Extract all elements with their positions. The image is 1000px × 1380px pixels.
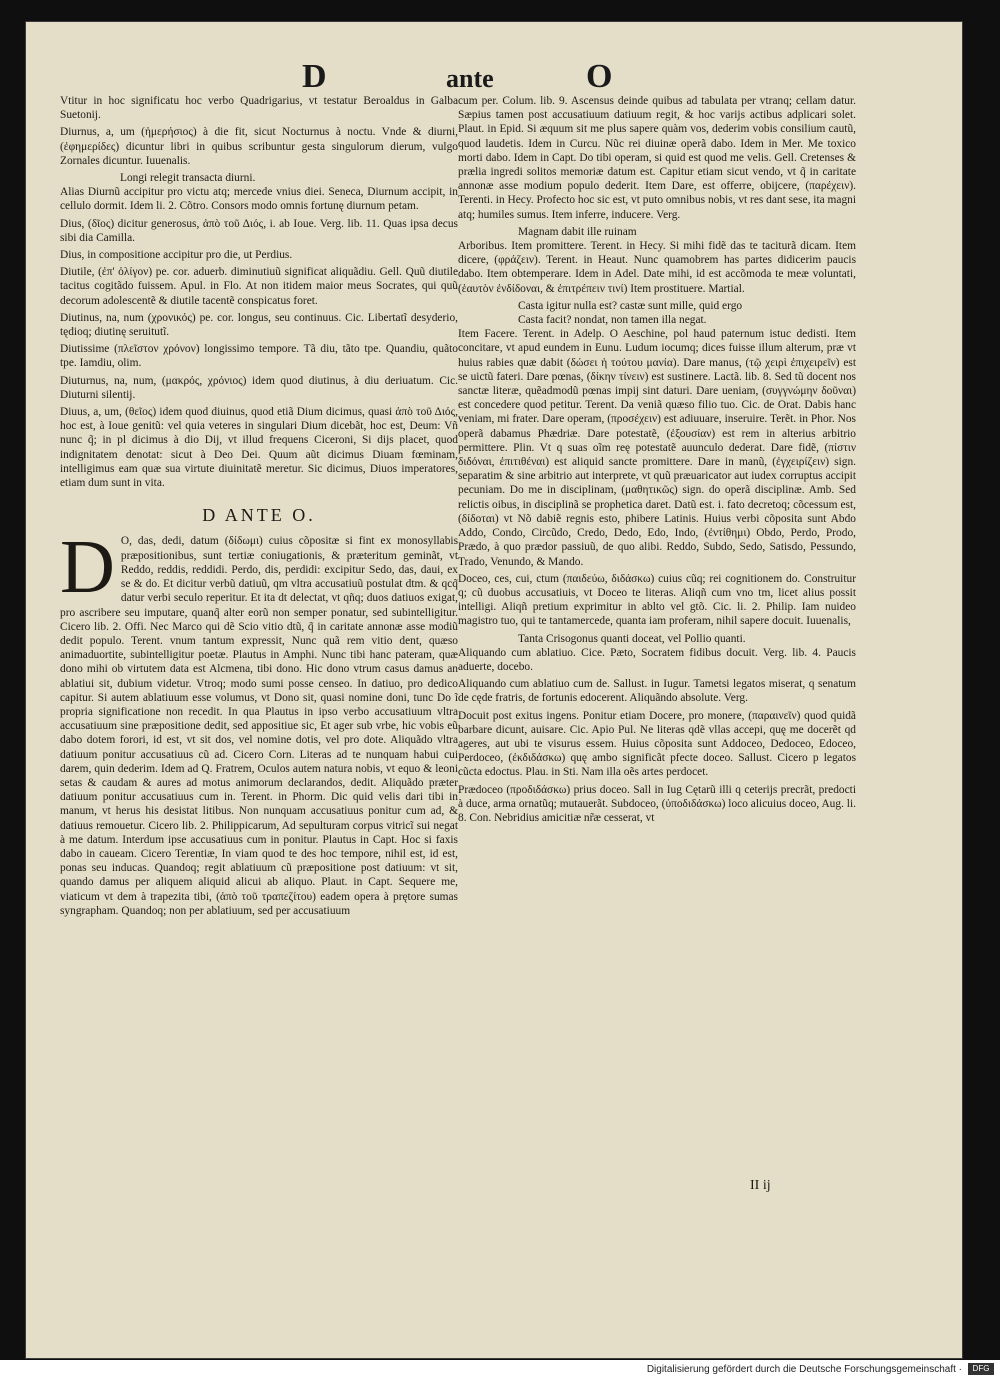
entry-text: Aliquando cum ablatiuo. Cice. Pæto, Socratem fidibus docuit. Verg. lib. 4. Paucis aduerte, docebo. xyxy=(458,646,856,673)
entry-diurnus: Diurnus, a, um (ἡμερήσιος) à die fit, sicut Nocturnus à noctu. Vnde & diurni, (ἐφημερίδες) dicuntur libri in quibus scribuntur gesta singulorum dierum, vulgo Zornales dicuntur. Iuuenalis. xyxy=(60,126,458,167)
entry-dius-compositione: Dius, in compositione accipitur pro die, ut Perdius. xyxy=(60,249,293,262)
entry-diutissime: Diutissime (πλεῖστον χρόνον) longissimo tempore. Tã diu, tãto tpe. Quandiu, quãto tpe. Iamdiu, olim. xyxy=(60,343,458,370)
left-column xyxy=(60,94,458,918)
entry-text: cum per. Colum. lib. 9. Ascensus deinde quibus ad tabulata per vtranq; cellam datur. Sæpius tamen post accusatiuum datiuum regit, & hoc varijs actibus adplicari solet. Plaut. in Epid. Si æquum sit me plus sapere quàm vos, dederim vobis consilium cautũ, quod laudetis. Idem in Curcu. Nũc rei diuinæ operã dabo. Idem in Mer. Me toxico morti dabo. Idem in Capt. Do tibi operam, si quid est quod me velis. Gell. Cretenses & prælia ingredi solitos memoriæ datum est. Capitur etiam sicut vendo, vt q̃ in caritate annonæ asse modium populo dederit. Item Dare, est offerre, obijcere, (παρέχειν). Terenti. in Hecy. Profecto hoc sic est, vt puto omnibus nobis, vt res dant sese, ita magni atq; humiles sumus. Item inferre, inducere. Verg. xyxy=(458,95,856,221)
entry-text: Alias Diurnũ accipitur pro victu atq; mercede vnius diei. Seneca, Diurnum accipit, in cellulo dormit. Idem li. 2. Cõtro. Consors modo omnis fortunę diurnum petam. xyxy=(60,186,458,213)
entry-praedoceo: Prædoceo (προδιδάσκω) prius doceo. Sall in Iug Cętarũ illi q ceterijs precrãt, predocti à duce, arma ornatũq; mutauerãt. Subdoceo, (ὑποδιδάσκω) loco alicuius doceo, Aug. li. 8. Con. Nebridius amicitiæ nr̃æ cesserat, vt xyxy=(458,783,856,824)
right-column xyxy=(458,94,856,828)
entry-diuus: Diuus, a, um, (θεῖος) idem quod diuinus, quod etiã Dium dicimus, quasi ἀπὸ τοῦ Διός, hoc est, à Ioue genitũ: vel quia veteres in singulari Dium dicebãt, hoc est, Deum: Vñ nunc q̃; in pl dicimus à dio Dij, vt illud frequens Ciceroni, Si dijs placet, quod indignitatem denotat: sicut à Deo Dei. Quum aũt dicimus Diuam fœminam, intelligimus eam quæ sua virtute diuinitatẽ meretur. Sic dicimus, Diuos imperatores, etiam dum sunt in vita. xyxy=(60,406,458,490)
quote-line: Magnam dabit ille ruinam xyxy=(518,225,637,238)
entry-text: Docuit post exitus ingens. Ponitur etiam Docere, pro monere, (παραινεῖν) quod quidã barbare dicunt, auisare. Cic. Apio Pul. Ne literas qdẽ vllas accepi, quę me docerẽt qd ageres, aut ubi te visurus essem. Huius cõposita sunt Addoceo, Dedoceo, Edoceo, Perdoceo, (ἐκδιδάσκω) quę ambo significãt pfecte doceo. Sallust. Cicero p legatos cũcta edoctus. Plau. in Sti. Nam illa oẽs artes perdocet. xyxy=(458,709,856,779)
entry-text: Item Facere. Terent. in Adelp. O Aeschine, pol haud paternum istuc dedisti. Item concitare, vt apud eundem in Eunu. Ludum iocumq; dices fuisse illum alterum, præ vt huius rabies quæ dabit (δώσει ἡ τούτου μανία). Dare manus, (τῷ χειρὶ ἐπιχειρεῖν) est se uictũ fateri. Dare pœnas, (δίκην τίνειν) est sustinere. Lactã. lib. 8. Sed tũ docent nos sanctæ literæ, quẽadmodũ pœnas impij sint daturi. Dare ueniam, (συγγνώμην δοῦναι) est concedere quod petitur. Terent. Da veniã quæso filio tuo. Cic. de Orat. Dabis hanc veniam, mi frater. Dare operam, (προσέχειν) est adiuuare, inseruire. Terẽt. in Phor. Nos operã dabamus Phædriæ. Dare potestatẽ, (ἐξουσίαν) est rem in alterius arbitrio permittere. Plin. Vt q suas oĩm reę potestatẽ auunculo dederat. Dare fidẽ, (πίστιν διδόναι, ἐπιτιθέναι) est aliquid sancte promittere. Dare in manũ, (ἐγχειρίζειν) sign. separatim & sine arbitrio aut interprete, vt quũ præuaricator aut iudex corruptus accipit pecuniam. Do me in disciplinam, (μαθητικῶς) sign. do operã disciplinæ. Amb. Sed relictis oibus, in disciplinã se prophetica daret. Datũ est. i. fato decretoq; cõcessum est, (δίδοται) vt Nõ dabiẽ regnis esto, phibere Latinis. Huius verbi cõposita sunt Abdo Addo, Condo, Circũdo, Credo, Dedo, Edo, Indo, (ἐντίθημι) Obdo, Perdo, Prodo, Prædo, à quo prædor passiuũ, de quo alibi. Reddo, Subdo, Sedo, Satisdo, Pessundo, Trado, Venundo, & Mando. xyxy=(458,328,856,568)
header-right-letter: O xyxy=(586,58,613,95)
entry-dius: Dius, (δῖος) dicitur generosus, ἀπὸ τοῦ Διός, i. ab Ioue. Verg. lib. 11. Quas ipsa decus sibi dia Camilla. xyxy=(60,217,458,244)
entry-text: Arboribus. Item promittere. Terent. in Hecy. Si mihi fidẽ das te taciturã dicam. Item dicere, (φράζειν). Terent. in Heaut. Nunc quamobrem has partes didicerim paucis dabo. Item obtemperare. Idem in Adel. Date mihi, id est accõmoda te meæ voluntati, (ἑαυτὸν ἐνδίδοναι, & ἐπιτρέπειν τινί) Item prostituere. Martial. xyxy=(458,240,856,295)
book-page xyxy=(26,22,962,1358)
entry-diutile: Diutile, (ἐπ' ὀλίγον) pe. cor. aduerb. diminutiuũ significat aliquãdiu. Gell. Quũ diutile tacitus cogitãdo fuissem. Apul. in Flo. At non itidem maior meus Socrates, qui quũ decorum adolescentẽ & diutile tacentẽ conspicatus foret. xyxy=(60,266,458,307)
quote-line: Longi relegit transacta diurni. xyxy=(120,172,256,185)
entry-diuturnus: Diuturnus, na, num, (μακρός, χρόνιος) idem quod diutinus, à diu deriuatum. Cic. Diuturni silentij. xyxy=(60,374,458,401)
page-number: II ij xyxy=(750,1178,771,1193)
quote-line: Casta facit? nondat, non tamen illa negat. xyxy=(518,314,707,327)
entry-text: Aliquando cum ablatiuo cum de. Sallust. in Iugur. Tametsi legatos miserat, q senatum de cęde fratris, de fortunis edocerent. Aliquãndo absolute. Verg. xyxy=(458,678,856,705)
header-left-letter: D xyxy=(302,58,327,95)
dropcap-letter: D xyxy=(60,525,115,610)
entry-diutinus: Diutinus, na, num (χρονικός) pe. cor. longus, seu continuus. Cic. Libertatĩ desyderio, tędioq; diutinę seruitutĩ. xyxy=(60,311,458,339)
header-middle-word: ante xyxy=(446,64,494,93)
entry-text: Vtitur in hoc significatu hoc verbo Quadrigarius, vt testatur Beroaldus in Galba Suetonij. xyxy=(60,95,458,122)
section-title: D ANTE O. xyxy=(202,505,316,526)
dfg-logo-icon: DFG xyxy=(968,1363,994,1375)
footer-bar xyxy=(0,1360,1000,1380)
quote-line: Tanta Crisogonus quanti doceat, vel Pollio quanti. xyxy=(518,632,746,645)
entry-do-text: O, das, dedi, datum (δίδωμι) cuius cõpositæ si fint ex monosyllabis præpositionibus, sunt tertiæ coniugationis, & præteritum geminãt, vt Reddo, reddis, reddidi. Perdo, dis, perdidi: excipitur Sedo, das, daui, ex se & do. Et dicitur verbũ datiuũ, qm vltra accusatiuũ postulat dtm. & qcq̃ datur verbi seculo reperitur. Et ita dt delectat, vt qñq; duos datiuos exigat, pro ascribere seu imputare, quanq̃ alter eorũ non semper ponatur, sed subintelligitur. Cicero lib. 2. Offi. Nec Marco qui dẽ Scio vitio dtũ, q̃ in caritate annonæ asse modiũ dedit populo. Terent. vnum tantum expressit, Nunc quã rem vitio dent, quæso animaduortite, subintelligitur poetæ. Plautus in Amphi. Nunc tibi hanc pateram, quæ dono mihi ob virtutem data est Alcmena, tibi dono. Hic dono vtrum casus damus an ablatiui sit, dubium videtur. Vtroq; modo sumi posse censeo. In datiuo, pro dedico capitur. Si autem ablatiuum esse volumus, vt Dono sit, quasi nomine doni, tunc Do ĩ propria significatione non recedit. In qua Plautus in ipso verbo accusatiuum vltra accusatiuum sine præpositione dedit, sed appositiue sic, Et ager sub vrbe, hic vobis eũ dabo dotem forori, id est, vt sit dos, vel nomine dotis, vel pro dote. Aliquãdo vltra datiuum ponitur accusatiuus cũ ad. Cicero Corn. Literas ad te nunquam habui cui darem, quin dederim. Idem ad Q. Fratrem, Oculos autem natura nobis, vt equo & leoni setas & caudam & aures ad motus animorum declarandos, dedit. Aliquãdo præter datiuum ponitur accusatiuus cum in. Terent. in Phorm. Dic quid velis dari tibi in manum, vt herus his desistat litibus. Non nunquam accusatiuus ponitur cum ad, & datiuus remouetur. Cicero lib. 2. Philippicarum, Ad sepulturam corpus vitricĩ sui negat à me datum. Interdum ipse accusatiuus cum in ponitur. Plautus in Capt. Hoc si faxis dabo in caueam. Cicero Terentiæ, In viam quod te des hoc tempore, nihil est, id est, ponas seu inducas. Quandoq; regit ablatiuum cũ præpositione post datiuum: vt sit, quando damus per aliquem aliquid alicui ab aliquo. Plaut. in Capt. Sequere me, viaticum vt dem à trapezita tibi, (ἀπὸ τοῦ τραπεζίτου) eadem opera à prętore sumas syngrapham. Quandoq; non per ablatiuum, sed per accusatiuum xyxy=(60,535,458,917)
entry-doceo: Doceo, ces, cui, ctum (παιδεύω, διδάσκω) cuius cũq; rei cognitionem do. Construitur q; cũ duobus accusatiuis, vt Doceo te literas. Aliqñ cum vno tm, licet alius possit intelligi. Aliqñ pretium exprimitur in ablto vel gtõ. Cic. li. 2. Philip. Iam nuideo magistro tuo, qui te tantamercede, quanta iam proferam, nihil sapere docuit. Iuuenalis, xyxy=(458,572,856,628)
footer-credit: Digitalisierung gefördert durch die Deutsche Forschungsgemeinschaft · xyxy=(646,1364,962,1375)
quote-line: Casta igitur nulla est? castæ sunt mille, quid ergo xyxy=(518,299,743,312)
entry-do xyxy=(60,525,458,917)
